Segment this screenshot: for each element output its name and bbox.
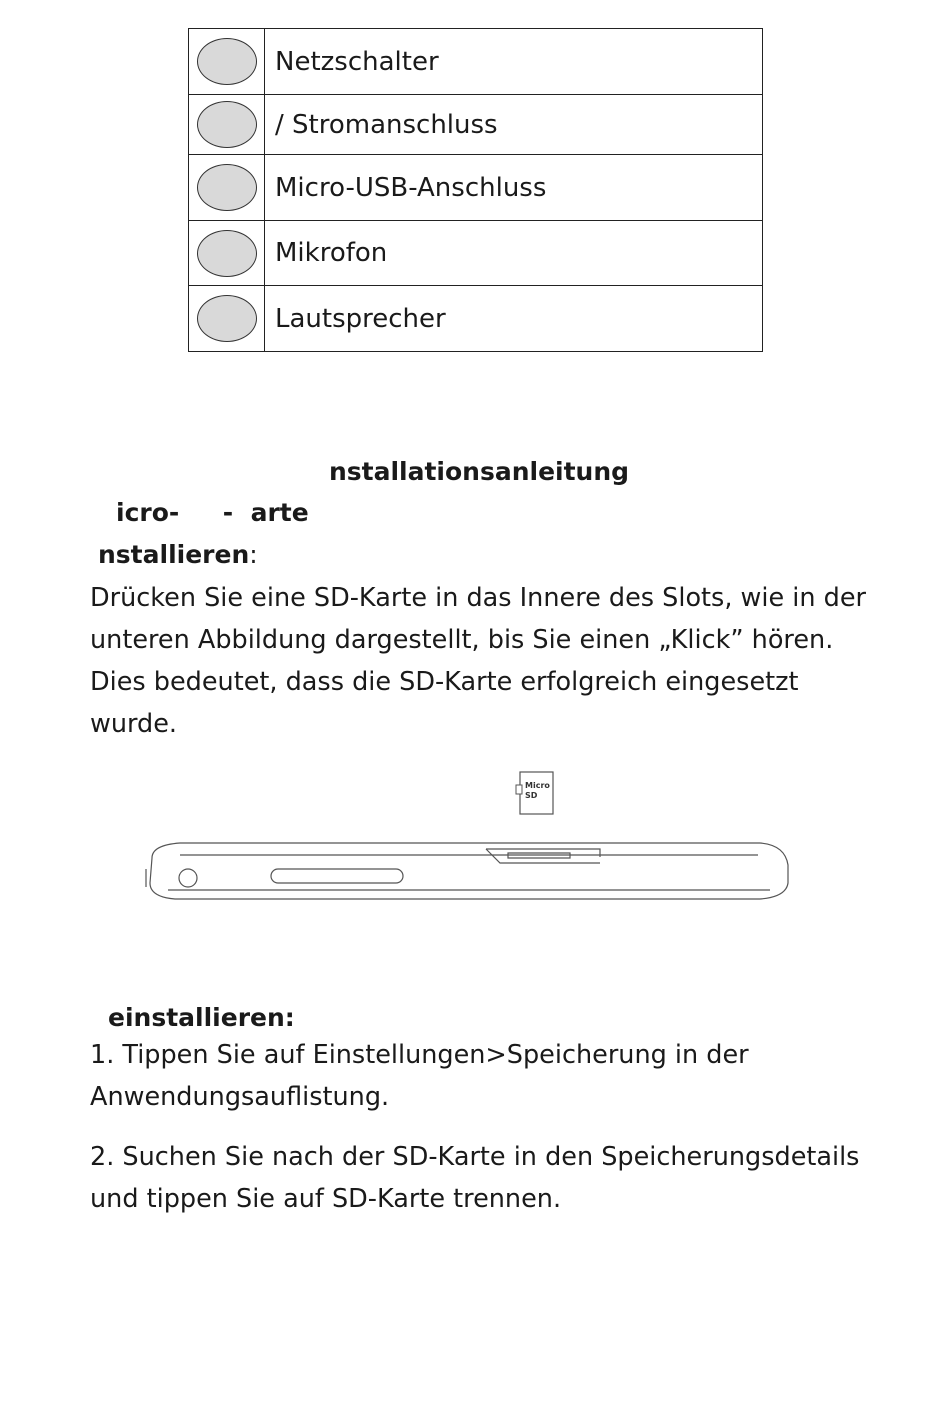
part-marker-circle-icon bbox=[197, 38, 257, 85]
uninstall-step-1: 1. Tippen Sie auf Einstellungen>Speicherung in der Anwendungsauflistung. bbox=[90, 1040, 749, 1112]
parts-table-row bbox=[189, 29, 763, 95]
install-subtitle bbox=[98, 540, 258, 569]
part-marker-cell bbox=[189, 29, 265, 95]
microsd-subtitle: icro- - arte bbox=[116, 498, 309, 527]
part-marker-cell bbox=[189, 155, 265, 221]
section-title: nstallationsanleitung bbox=[328, 457, 630, 486]
parts-table-row bbox=[189, 286, 763, 352]
install-subtitle-text: nstallieren bbox=[98, 540, 250, 569]
part-label: Lautsprecher bbox=[265, 286, 763, 352]
install-subtitle-colon: : bbox=[249, 540, 258, 569]
microsd-card-label-line2: SD bbox=[525, 791, 538, 800]
part-marker-cell bbox=[189, 95, 265, 155]
uninstall-subtitle: einstallieren: bbox=[108, 1003, 295, 1032]
parts-table-row bbox=[189, 155, 763, 221]
parts-table-row bbox=[189, 95, 763, 155]
part-marker-circle-icon bbox=[197, 295, 257, 342]
parts-table-row bbox=[189, 221, 763, 286]
insert-instructions: Drücken Sie eine SD-Karte in das Innere des Slots, wie in der unteren Abbildung dargestellt, bis Sie einen „Klick” hören. Dies bedeutet, dass die SD-Karte erfolgreich eingesetzt wurde. bbox=[90, 583, 866, 739]
parts-table bbox=[188, 28, 763, 352]
tablet-side-view-icon bbox=[146, 843, 788, 899]
part-marker-cell bbox=[189, 286, 265, 352]
device-sd-slot-illustration bbox=[140, 765, 800, 915]
part-marker-circle-icon bbox=[197, 230, 257, 277]
part-marker-cell bbox=[189, 221, 265, 286]
part-label: Netzschalter bbox=[265, 29, 763, 95]
uninstall-step-2: 2. Suchen Sie nach der SD-Karte in den Speicherungsdetails und tippen Sie auf SD-Karte trennen. bbox=[90, 1142, 860, 1214]
part-label: Micro-USB-Anschluss bbox=[265, 155, 763, 221]
microsd-card-label-line1: Micro bbox=[525, 781, 550, 790]
part-marker-circle-icon bbox=[197, 101, 257, 148]
microsd-card-icon bbox=[516, 772, 553, 814]
part-label: / Stromanschluss bbox=[265, 95, 763, 155]
part-label: Mikrofon bbox=[265, 221, 763, 286]
part-marker-circle-icon bbox=[197, 164, 257, 211]
